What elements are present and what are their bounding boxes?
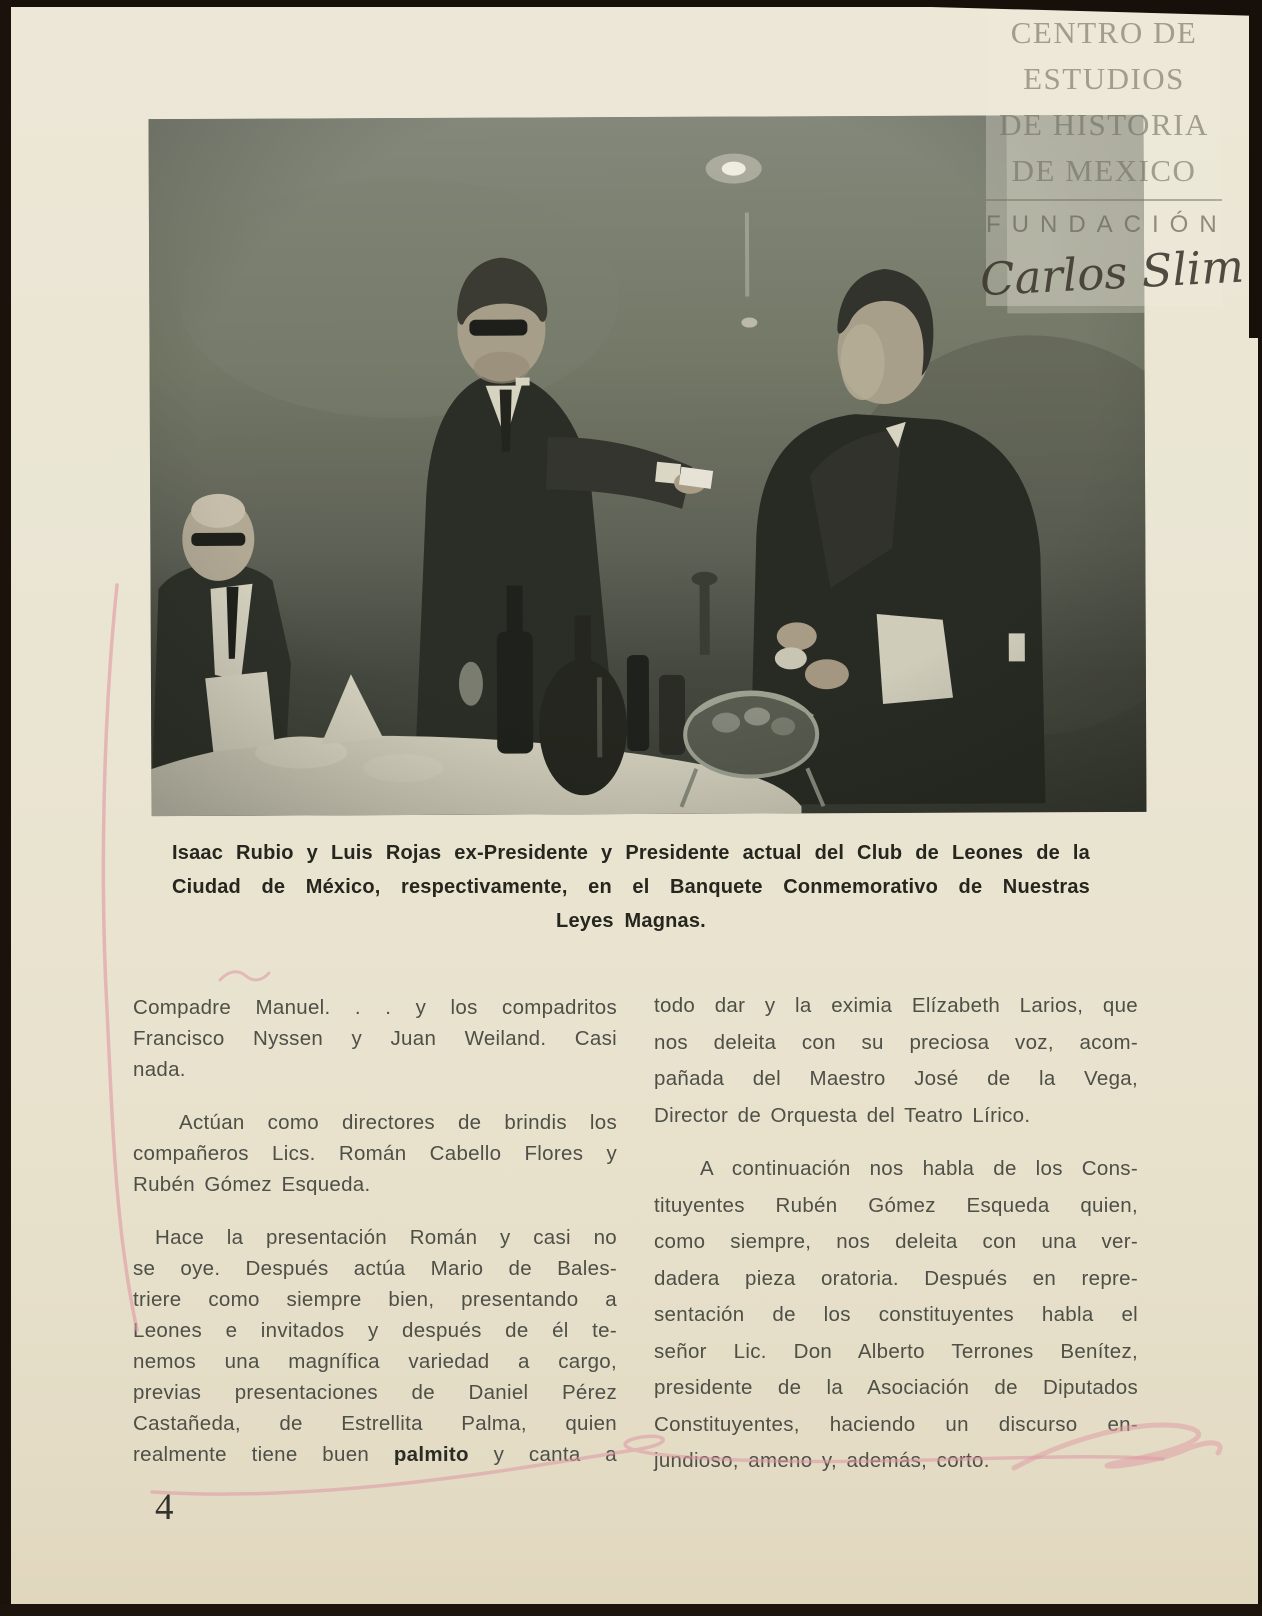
watermark-foundation: FUNDACIÓN: [986, 211, 1228, 238]
text-line: tituyentes Rubén Gómez Esqueda quien,: [654, 1193, 1138, 1217]
text-line: compañeros Lics. Román Cabello Flores y: [133, 1142, 617, 1165]
text-line: pañada del Maestro José de la Vega,: [654, 1067, 1138, 1090]
watermark-line: DE HISTORIA: [999, 107, 1209, 142]
caption-line: Isaac Rubio y Luis Rojas ex-Presidente y Presidente actual del Club de Leones de la: [172, 842, 1090, 864]
text-line: todo dar y la eximia Elízabeth Larios, que: [654, 994, 1138, 1017]
text-line: triere como siempre bien, presentando a: [133, 1288, 617, 1311]
text-line: Francisco Nyssen y Juan Weiland. Casi: [133, 1027, 617, 1050]
paragraph: [654, 1151, 1138, 1480]
watermark-line: DE MEXICO: [1011, 153, 1197, 188]
text-line: jundioso, ameno y, además, corto.: [654, 1449, 990, 1472]
text-line: Compadre Manuel. . . y los compadritos: [133, 996, 617, 1019]
text-line: nemos una magnífica variedad a cargo,: [133, 1350, 617, 1373]
text-line: presidente de la Asociación de Diputados: [654, 1376, 1138, 1399]
text-line: sentación de los constituyentes habla el: [654, 1303, 1138, 1326]
page-number: 4: [155, 1487, 174, 1528]
paragraph: [133, 1107, 617, 1200]
text-line: realmente tiene buen palmito y canta a: [133, 1443, 617, 1466]
carlos-slim-signature: Carlos Slim: [978, 239, 1246, 307]
scan-border-bottom: [0, 1604, 1262, 1616]
text-line: previas presentaciones de Daniel Pérez: [133, 1381, 617, 1404]
paragraph: [133, 1222, 617, 1470]
watermark-line: CENTRO DE: [1010, 15, 1198, 50]
text-line: Leones e invitados y después de él te-: [133, 1319, 617, 1342]
paragraph: [133, 992, 617, 1085]
scan-border-right: [1249, 0, 1262, 338]
watermark-divider: [986, 199, 1222, 201]
text-line: como siempre, nos deleita con una ver-: [654, 1230, 1138, 1253]
photo-caption: [172, 836, 1090, 938]
paragraph: [654, 988, 1138, 1134]
text-column-right: [654, 988, 1138, 1497]
text-line: Castañeda, de Estrellita Palma, quien: [133, 1412, 617, 1435]
scan-border-left: [0, 0, 11, 1616]
text-line: nada.: [133, 1058, 186, 1081]
text-line: Actúan como directores de brindis los: [179, 1111, 617, 1134]
text-line: Rubén Gómez Esqueda.: [133, 1173, 371, 1196]
text-line: Constituyentes, haciendo un discurso en-: [654, 1412, 1138, 1436]
text-line: A continuación nos habla de los Cons-: [700, 1157, 1138, 1180]
archive-watermark: [978, 10, 1246, 307]
text-line: Hace la presentación Román y casi no: [155, 1226, 617, 1249]
text-column-left: [133, 992, 617, 1492]
text-line: señor Lic. Don Alberto Terrones Benítez,: [654, 1339, 1138, 1363]
caption-line: Leyes Magnas.: [556, 910, 706, 932]
text-line: se oye. Después actúa Mario de Bales-: [133, 1257, 617, 1280]
watermark-line: ESTUDIOS: [1023, 61, 1185, 96]
caption-line: Ciudad de México, respectivamente, en el Banquete Conmemorativo de Nuestras: [172, 876, 1090, 898]
text-line: Director de Orquesta del Teatro Lírico.: [654, 1103, 1031, 1127]
text-line: dadera pieza oratoria. Después en repre-: [654, 1266, 1138, 1290]
text-line: nos deleita con su preciosa voz, acom-: [654, 1030, 1138, 1054]
